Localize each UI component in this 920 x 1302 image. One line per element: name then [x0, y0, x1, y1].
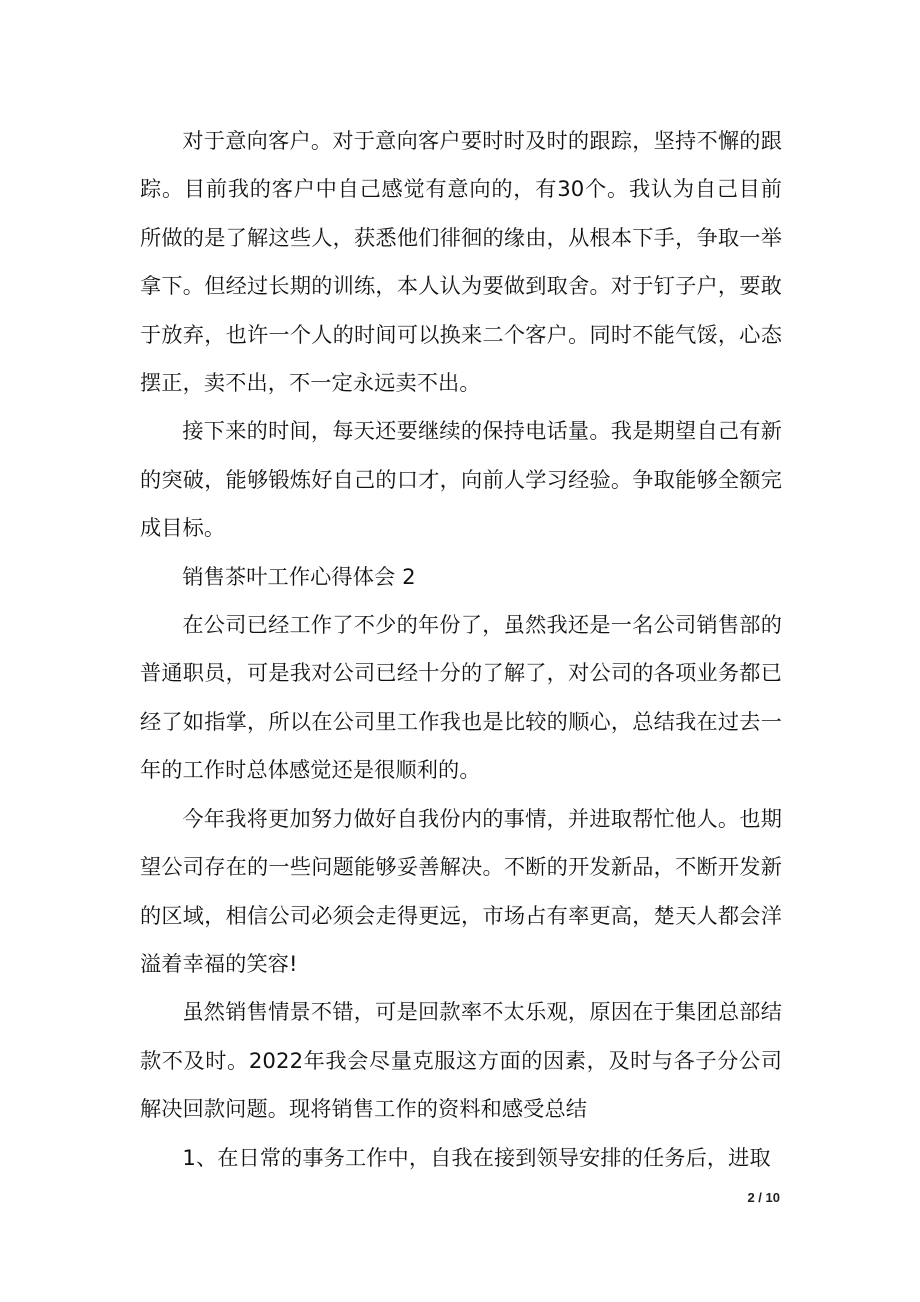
- paragraph-company-experience: 在公司已经工作了不少的年份了，虽然我还是一名公司销售部的普通职员，可是我对公司已经十分的了解了，对公司的各项业务都已经了如指掌，所以在公司里工作我也是比较的顺心，总结我在过去一年的工作时总体感觉还是很顺利的。: [140, 612, 782, 783]
- paragraph-item-1: 1、在日常的事务工作中，自我在接到领导安排的任务后，进取: [182, 1144, 771, 1170]
- section-heading: 销售茶叶工作心得体会 2: [182, 563, 416, 589]
- paragraph-this-year: 今年我将更加努力做好自我份内的事情，并进取帮忙他人。也期望公司存在的一些问题能够妥善解决。不断的开发新品，不断开发新的区域，相信公司必须会走得更远，市场占有率更高，楚天人都会洋溢着幸福的笑容!: [140, 805, 782, 976]
- document-body: [140, 117, 782, 1182]
- page-number: 2 / 10: [747, 1190, 780, 1205]
- paragraph-intent-customers: 对于意向客户。对于意向客户要时时及时的跟踪，坚持不懈的跟踪。目前我的客户中自己感觉有意向的，有30个。我认为自己目前所做的是了解这些人，获悉他们徘徊的缘由，从根本下手，争取一举拿下。但经过长期的训练，本人认为要做到取舍。对于钉子户，要敢于放弃，也许一个人的时间可以换来二个客户。同时不能气馁，心态摆正，卖不出，不一定永远卖不出。: [140, 128, 782, 396]
- paragraph-next-steps: 接下来的时间，每天还要继续的保持电话量。我是期望自己有新的突破，能够锻炼好自己的口才，向前人学习经验。争取能够全额完成目标。: [140, 418, 782, 541]
- paragraph-payment-collection: 虽然销售情景不错，可是回款率不太乐观，原因在于集团总部结款不及时。2022年我会尽量克服这方面的因素，及时与各子分公司解决回款问题。现将销售工作的资料和感受总结: [140, 999, 782, 1122]
